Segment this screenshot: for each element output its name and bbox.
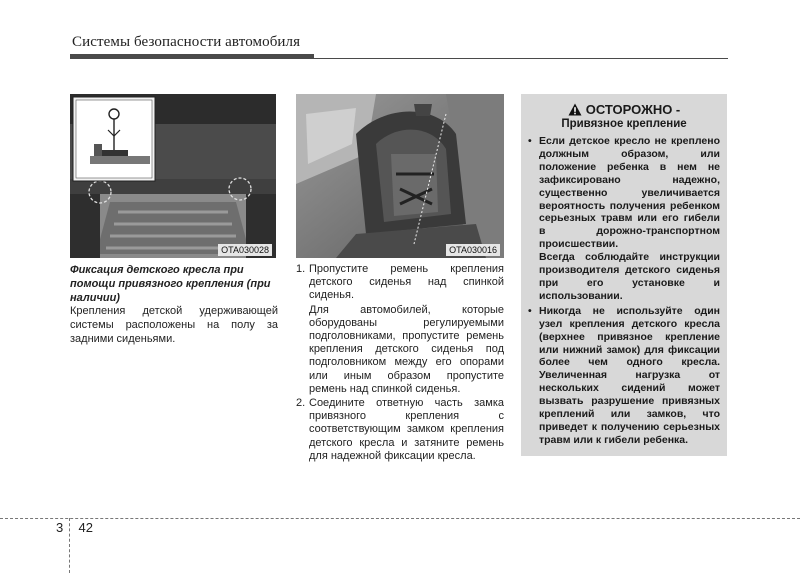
footer-rule	[0, 518, 800, 519]
child-seat-photo-illustration	[296, 94, 504, 258]
bullet: •	[528, 304, 532, 317]
step-text: Пропустите ремень крепления детского сиденья над спинкой сиденья.	[309, 263, 504, 302]
page-number	[56, 520, 96, 535]
warning-item	[528, 135, 720, 303]
warning-title: ОСТОРОЖНО -	[585, 102, 681, 117]
section-number: 3	[56, 520, 64, 535]
step-number: 1.	[296, 263, 306, 275]
figure-child-seat	[296, 94, 504, 258]
step-text: Соедините ответную часть замка привязного крепления с соответствующим замком крепления детского кресла и затяните ремень для надежной фиксации кресла.	[309, 397, 504, 462]
warning-subtitle: Привязное крепление	[561, 118, 687, 130]
header-rule	[70, 58, 728, 59]
trunk-photo-illustration	[70, 94, 276, 258]
warning-item-text: Никогда не используйте один узел крепления детского кресла (верхнее привязное крепление или нижний замок) для фиксации более чем одного кресла. Увеличенная нагрузка от нескольких сидений может вызвать разрушение привязных креплений или замков, что приведет к получению серьезных травм или к гибели ребенка.	[539, 304, 720, 446]
figure-trunk-anchors	[70, 94, 276, 258]
warning-item-text-2: Всегда соблюдайте инструкции производителя детского сиденья при его установке и использовании.	[539, 251, 720, 302]
warning-item	[528, 305, 720, 447]
step-number: 2.	[296, 397, 306, 410]
warning-box	[521, 94, 727, 456]
warning-item-text: Если детское кресло не креплено должным образом, или положение ребенка в нем не зафиксировано надежно, существенно увеличивается вероятность получения ребенком серьезных травм или его гибели в дорожно-транспортном происшествии.	[539, 135, 720, 251]
anchors-description: Крепления детской удерживающей системы расположены на полу за задними сиденьями.	[70, 305, 278, 345]
figure-code: OTA030016	[446, 244, 500, 256]
bullet: •	[528, 135, 532, 147]
installation-steps	[296, 263, 504, 463]
step-1	[296, 263, 504, 396]
page-header-title: Системы безопасности автомобиля	[72, 34, 301, 50]
page-index: 42	[78, 520, 93, 535]
step-2	[296, 397, 504, 463]
step-note: Для автомобилей, которые оборудованы регулируемыми подголовниками, пропустите ремень крепления детского сиденья под подголовником между его опорами или иным образом пропустите ремень над спинкой сиденья.	[309, 303, 504, 395]
figure-code: OTA030028	[218, 244, 272, 256]
warning-triangle-icon	[568, 103, 582, 116]
figure-caption: Фиксация детского кресла при помощи привязного крепления (при наличии)	[70, 264, 271, 304]
